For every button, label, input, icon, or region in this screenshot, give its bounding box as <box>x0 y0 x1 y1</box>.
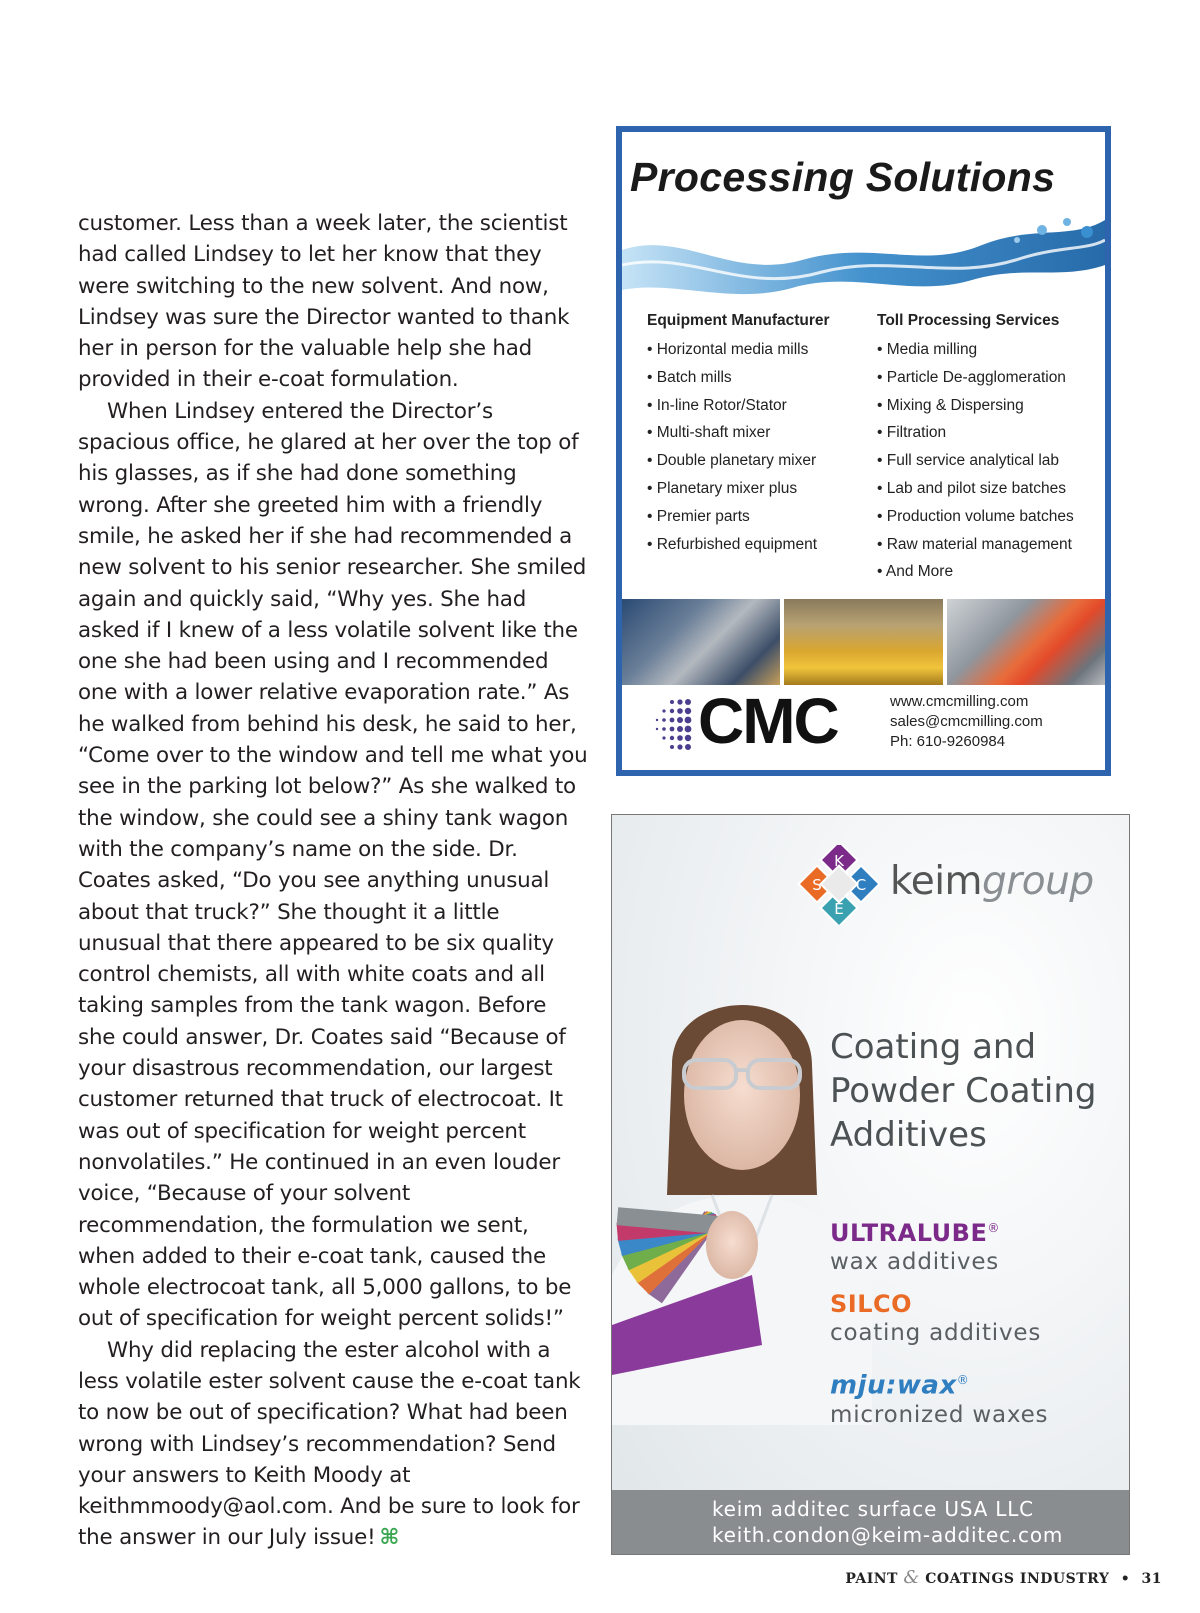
keim-headline: Coating and Powder Coating Additives <box>830 1027 1097 1155</box>
list-item: • Mixing & Dispersing <box>877 396 1024 414</box>
media-beads-photo <box>784 599 942 685</box>
registered-mark: ® <box>987 1221 1000 1235</box>
mjuwax-product <box>830 1365 1120 1429</box>
logo-letter-e: E <box>834 900 844 918</box>
toll-processing-list <box>877 336 1105 586</box>
ultralube-name: ULTRALUBE® <box>830 1219 1000 1247</box>
article-column <box>78 208 588 1554</box>
list-item: • Raw material management <box>877 535 1072 553</box>
keim-company-name: keim additec surface USA LLC <box>712 1497 1034 1521</box>
cmc-ad-inner <box>622 132 1105 770</box>
keim-advertisement <box>611 814 1130 1555</box>
equipment-list <box>647 336 877 558</box>
keim-word: keim <box>890 859 983 904</box>
list-item: • Lab and pilot size batches <box>877 479 1066 497</box>
cmc-phone: Ph: 610-9260984 <box>890 733 1006 750</box>
mjuwax-name: mju:wax® <box>830 1370 970 1401</box>
logo-letter-c: C <box>855 876 867 894</box>
list-item: • Premier parts <box>647 507 750 525</box>
scientist-with-color-fan-illustration <box>612 945 872 1425</box>
article-paragraph-3-text: Why did replacing the ester alcohol with a less volatile ester solvent cause the e-coat tank to now be out of specification? What had been wrong with Lindsey’s recommendation? Send your answers to Keith Moody at keithmmoody@aol.com. And be sure to look for the answer in our July issue! <box>78 1337 581 1551</box>
list-item: • Planetary mixer plus <box>647 479 798 497</box>
magazine-ampersand: & <box>903 1567 920 1588</box>
registered-mark: ® <box>956 1373 970 1387</box>
water-splash-icon <box>622 210 1105 310</box>
list-item: • Production volume batches <box>877 507 1074 525</box>
article-paragraph-3 <box>78 1335 588 1554</box>
list-item: • In-line Rotor/Stator <box>647 396 787 414</box>
keim-contact-footer <box>612 1490 1129 1554</box>
list-item: • And More <box>877 563 954 581</box>
ultralube-description: wax additives <box>830 1249 1000 1275</box>
end-mark-icon: ⌘ <box>379 1525 400 1551</box>
cmc-contact-block <box>890 692 1043 752</box>
article-paragraph-2: When Lindsey entered the Director’s spacious office, he glared at her over the top of his glasses, as if she had done something wrong. After she greeted him with a friendly smile, he asked her if she had recommended a new solvent to his senior researcher. She smiled again and quickly said, “Why yes. She had asked if I knew of a less volatile solvent like the one she had been using and I recommended one with a lower relative evaporation rate.” As he walked from behind his desk, he said to her, “Come over to the window and tell me what you see in the parking lot below?” As she walked to the window, she could see a shiny tank wagon with the company’s name on the side. Dr. Coates asked, “Do you see anything unusual about that truck?” She thought it a little unusual that there appeared to be six quality control chemists, all with white coats and all taking samples from the tank wagon. Before she could answer, Dr. Coates said “Because of your disastrous recommendation, our largest customer returned that truck of electrocoat. It was out of specification for weight percent nonvolatiles.” He continued in an even louder voice, “Because of your solvent recommendation, the formulation we sent, when added to their e-coat tank, caused the whole electrocoat tank, all 5,000 gallons, to be out of specification for weight percent solids!” <box>78 398 588 1332</box>
list-item: • Refurbished equipment <box>647 535 818 553</box>
cmc-website-link[interactable]: www.cmcmilling.com <box>890 693 1029 710</box>
list-item: • Batch mills <box>647 368 732 386</box>
equipment-heading: Equipment Manufacturer <box>647 312 830 329</box>
cmc-logo <box>652 685 872 757</box>
list-item: • Filtration <box>877 424 947 442</box>
toll-processing-heading: Toll Processing Services <box>877 312 1060 329</box>
page-folio <box>845 1567 1162 1588</box>
ultralube-product <box>830 1213 1120 1276</box>
cmc-photo-strip <box>622 599 1105 685</box>
magazine-name-part2: COATINGS INDUSTRY <box>925 1571 1110 1587</box>
folio-separator: • <box>1120 1571 1131 1587</box>
cmc-ad-title: Processing Solutions <box>630 154 1056 200</box>
dot-grid-icon <box>652 696 698 752</box>
magazine-name-part1: PAINT <box>845 1571 898 1587</box>
toll-processing-column <box>877 312 1105 586</box>
equipment-column <box>647 312 877 558</box>
list-item: • Double planetary mixer <box>647 452 817 470</box>
keim-email-link[interactable]: keith.condon@keim-additec.com <box>712 1523 1064 1547</box>
mjuwax-description: micronized waxes <box>830 1401 1049 1428</box>
logo-letter-s: S <box>812 876 822 894</box>
keimgroup-wordmark <box>890 859 1094 904</box>
list-item: • Media milling <box>877 341 978 358</box>
mill-machine-photo <box>622 599 780 685</box>
mixing-tank-photo <box>947 599 1105 685</box>
silco-name: SILCO <box>830 1290 913 1318</box>
keimgroup-logo <box>790 845 1100 925</box>
list-item: • Multi-shaft mixer <box>647 424 771 442</box>
silco-product <box>830 1289 1120 1347</box>
article-paragraph-1: customer. Less than a week later, the scientist had called Lindsey to let her know that they were switching to the new solvent. And now, Lindsey was sure the Director wanted to thank her in person for the valuable help she had provided in their e-coat formulation. <box>78 211 570 393</box>
list-item: • Horizontal media mills <box>647 341 809 358</box>
keim-diamond-logo-icon <box>790 845 886 925</box>
cmc-email-link[interactable]: sales@cmcmilling.com <box>890 713 1043 730</box>
silco-description: coating additives <box>830 1320 1042 1346</box>
page-number: 31 <box>1141 1571 1162 1587</box>
list-item: • Full service analytical lab <box>877 452 1060 470</box>
cmc-logo-text: CMC <box>698 685 838 757</box>
group-word: group <box>982 859 1094 904</box>
logo-letter-k: K <box>834 852 844 870</box>
list-item: • Particle De-agglomeration <box>877 368 1066 386</box>
cmc-advertisement <box>616 126 1111 776</box>
